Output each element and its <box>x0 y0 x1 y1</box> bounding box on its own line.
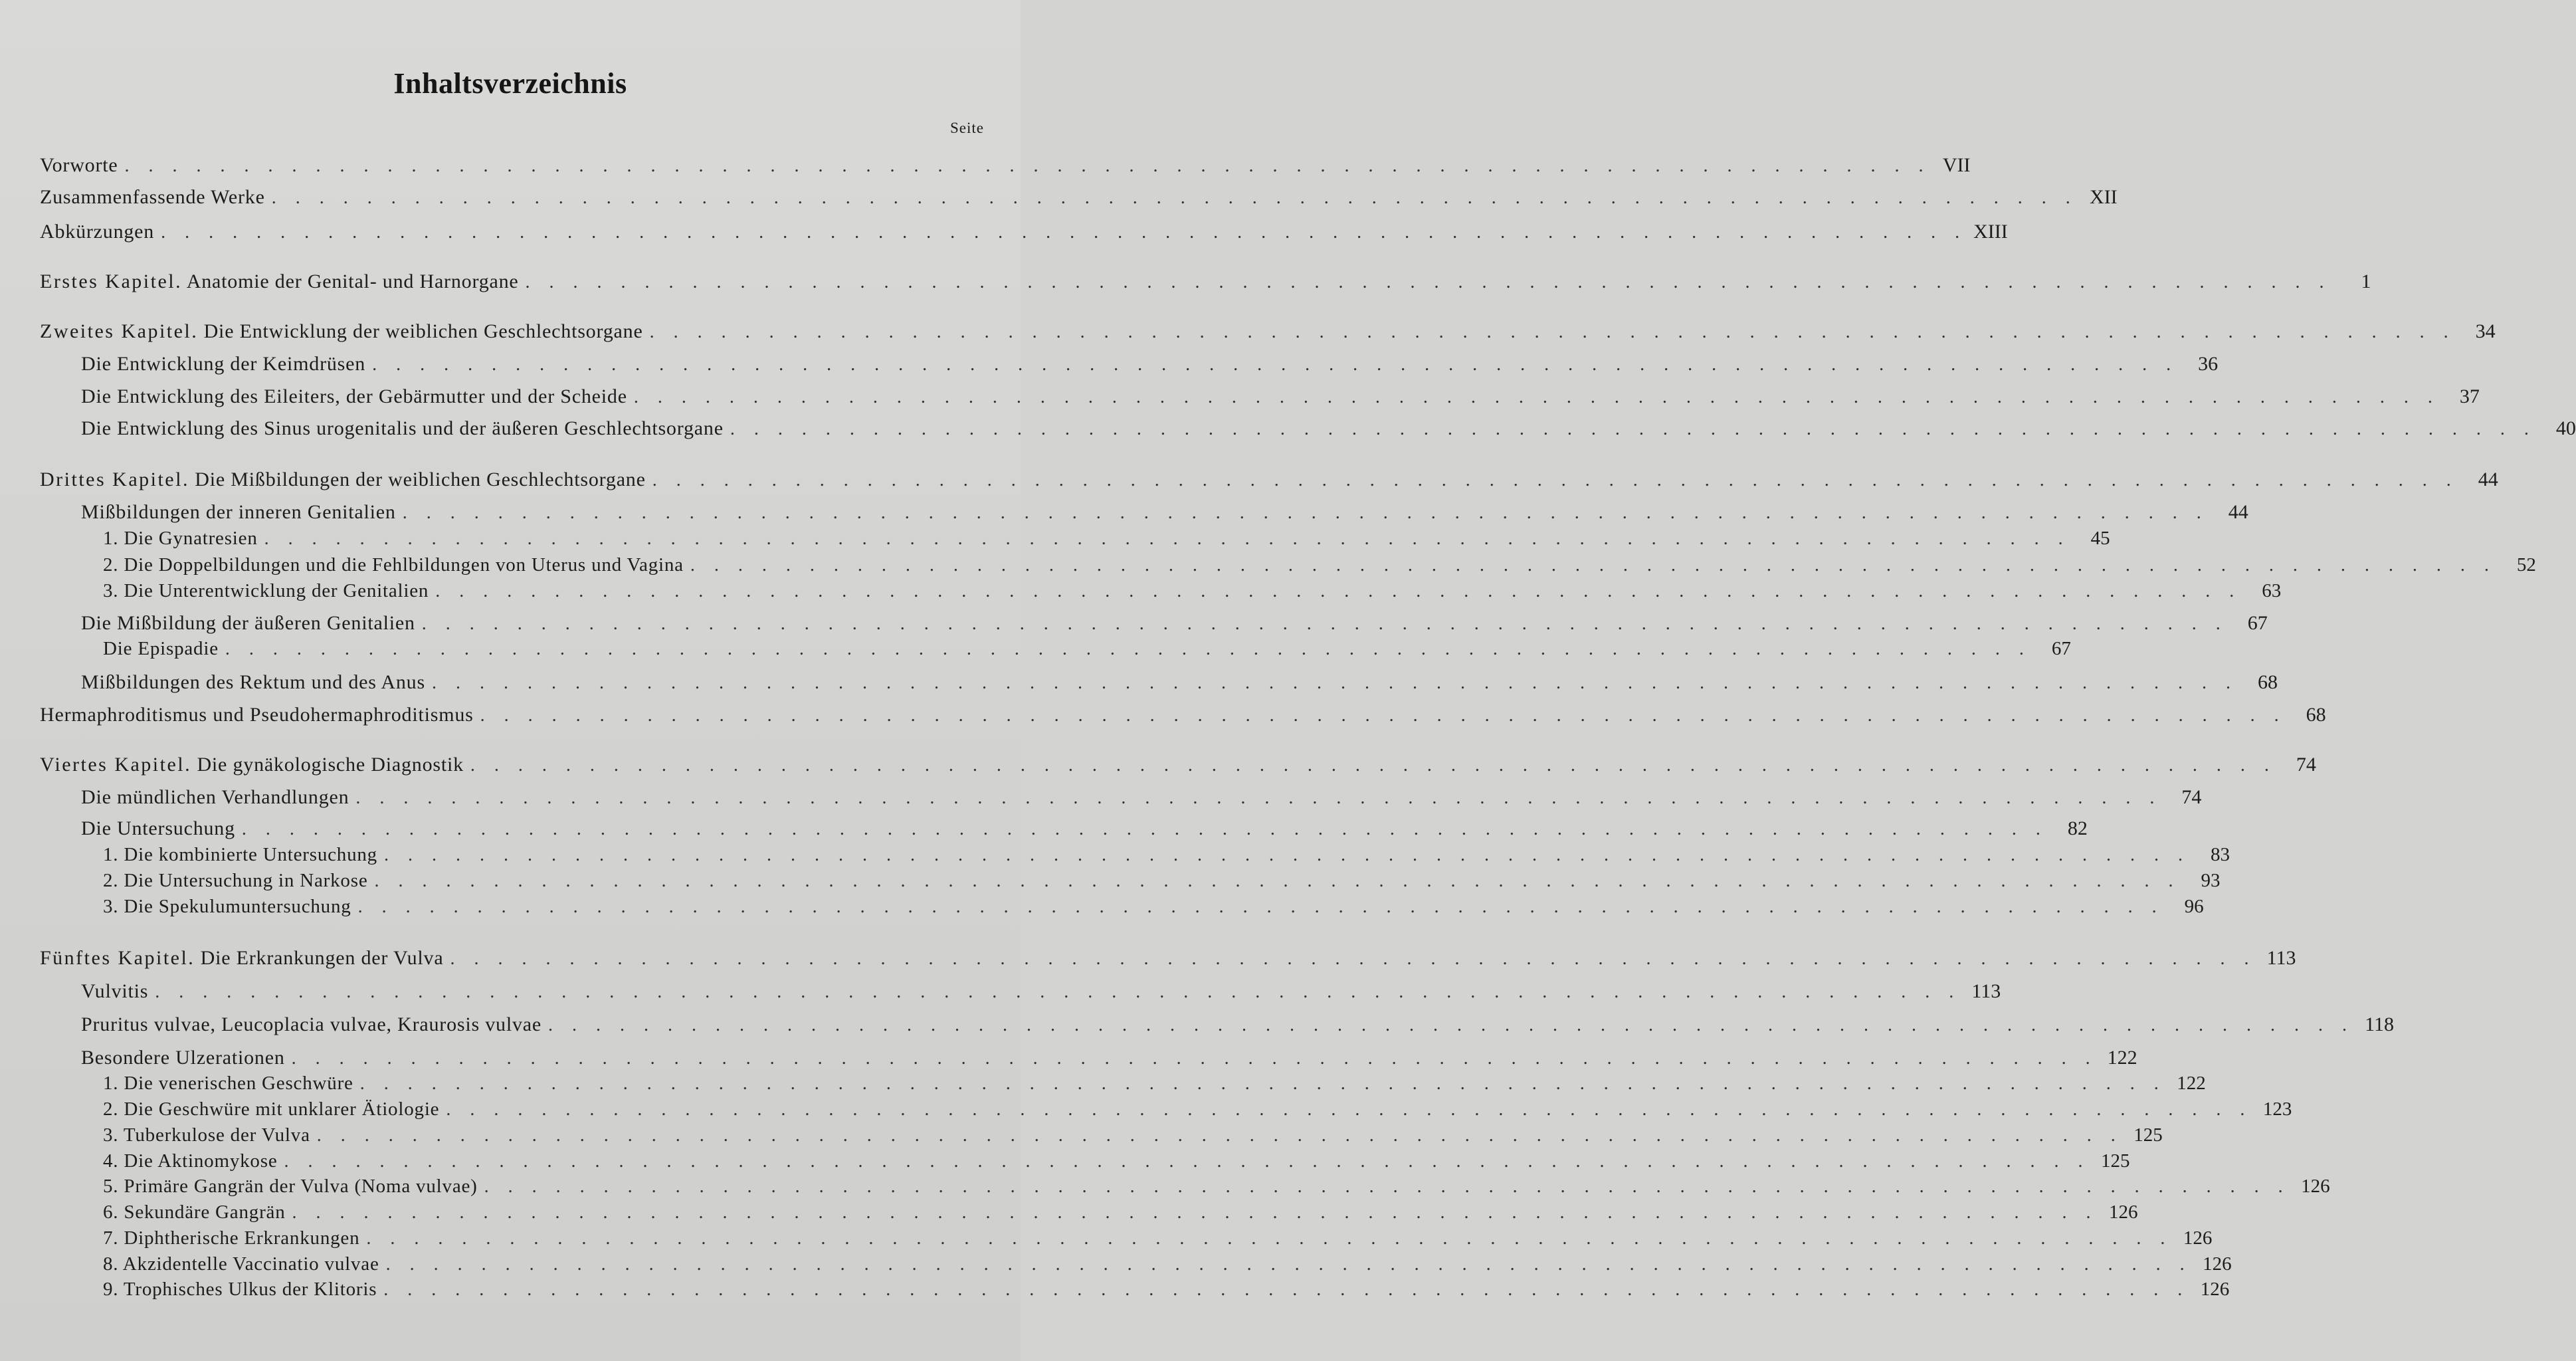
toc-entry-page-number: 67 <box>2247 612 2268 634</box>
toc-entry-text: Die Untersuchung <box>81 817 235 839</box>
toc-entry <box>0 1227 2213 1254</box>
toc-entry-text: 1. Die venerischen Geschwüre <box>103 1073 353 1094</box>
dot-leader <box>634 387 2440 408</box>
toc-entry-label <box>81 1013 542 1036</box>
toc-entry <box>0 1202 2138 1228</box>
toc-entry <box>0 221 2008 247</box>
toc-entry-label <box>103 1150 278 1172</box>
toc-entry <box>0 786 2202 813</box>
toc-entry-label <box>40 154 118 177</box>
toc-entry <box>0 638 2071 665</box>
dot-leader <box>161 222 1967 243</box>
toc-entry-label <box>103 1253 379 1275</box>
toc-entry-label <box>103 1202 286 1223</box>
toc-entry <box>0 417 2576 444</box>
toc-entry <box>0 1253 2232 1280</box>
toc-entry-text: 2. Die Doppelbildungen und die Fehlbildungen von Uterus und Vagina <box>103 554 684 576</box>
toc-entry-text: 3. Die Unterentwicklung der Genitalien <box>103 580 429 601</box>
toc-entry-text: 2. Die Geschwüre mit unklarer Ätiologie <box>103 1099 440 1120</box>
toc-entry-page-number: 1 <box>2361 270 2371 292</box>
toc-entry-page-number: 67 <box>2051 638 2071 659</box>
toc-entry-text: Die Epispadie <box>103 638 219 659</box>
toc-entry-label <box>81 501 396 524</box>
toc-entry-page-number: 126 <box>2203 1253 2232 1275</box>
toc-entry-page-number: 82 <box>2067 817 2088 839</box>
toc-entry-page-number: 125 <box>2101 1150 2130 1172</box>
toc-entry-label <box>40 704 474 726</box>
dot-leader <box>526 272 2331 293</box>
toc-entry-text: Vorworte <box>40 154 118 176</box>
toc-entry-text: Die Mißbildung der äußeren Genitalien <box>81 612 415 634</box>
toc-entry-page-number: 126 <box>2301 1176 2330 1197</box>
chapter-heading: Erstes Kapitel. <box>40 270 183 292</box>
dot-leader <box>242 819 2048 840</box>
toc-entry-text: Pruritus vulvae, Leucoplacia vulvae, Kraurosis vulvae <box>81 1013 542 1035</box>
toc-entry-page-number: 68 <box>2306 704 2326 726</box>
toc-entry-label <box>81 612 415 635</box>
dot-leader <box>358 896 2164 918</box>
dot-leader <box>372 354 2178 375</box>
toc-entry-text: Die Entwicklung des Sinus urogenitalis und der äußeren Geschlechtsorgane <box>81 417 724 439</box>
toc-entry-page-number: 68 <box>2257 671 2278 693</box>
dot-leader <box>375 871 2181 892</box>
toc-entry-label <box>103 528 258 550</box>
toc-entry-page-number: 37 <box>2459 385 2480 407</box>
dot-leader <box>366 1228 2172 1249</box>
toc-entry-label <box>81 817 235 840</box>
dot-leader <box>484 1176 2290 1198</box>
toc-entry <box>0 896 2204 922</box>
toc-entry-label <box>103 1124 310 1146</box>
toc-entry-page-number: 74 <box>2296 754 2316 776</box>
toc-entry-label <box>81 980 148 1003</box>
dot-leader <box>292 1048 2098 1069</box>
toc-entry-label <box>81 671 425 694</box>
toc-entry-page-number: 40 <box>2555 417 2576 439</box>
toc-entry <box>0 612 2268 639</box>
toc-entry-text: Mißbildungen des Rektum und des Anus <box>81 671 425 693</box>
toc-entry-text: 3. Tuberkulose der Vulva <box>103 1124 310 1146</box>
toc-entry-page-number: 74 <box>2181 786 2202 808</box>
toc-entry-label <box>103 554 684 576</box>
toc-entry-page-number: 96 <box>2184 896 2204 917</box>
toc-entry-text: 8. Akzidentelle Vaccinatio vulvae <box>103 1253 379 1275</box>
toc-entry-label <box>81 1047 285 1069</box>
page-title: Inhaltsverzeichnis <box>393 67 627 100</box>
toc-entry-page-number: 126 <box>2183 1227 2213 1249</box>
dot-leader <box>403 502 2209 524</box>
toc-entry-page-number: 125 <box>2133 1124 2163 1146</box>
toc-entry-page-number: 113 <box>2266 947 2296 969</box>
toc-entry <box>0 980 2001 1007</box>
dot-leader <box>284 1151 2090 1172</box>
toc-entry-label <box>81 353 365 375</box>
toc-entry-text: 5. Primäre Gangrän der Vulva (Noma vulvae) <box>103 1176 478 1197</box>
toc-entry <box>0 554 2536 581</box>
toc-entry-label <box>40 221 154 243</box>
toc-entry-text: Anatomie der Genital- und Harnorgane <box>186 270 519 292</box>
toc-entry <box>0 501 2248 528</box>
toc-entry-text: Hermaphroditismus und Pseudohermaphroditismus <box>40 704 474 726</box>
dot-leader <box>652 470 2458 491</box>
toc-entry-text: Mißbildungen der inneren Genitalien <box>81 501 396 523</box>
toc-entry <box>0 671 2278 698</box>
toc-entry-page-number: 122 <box>2177 1073 2206 1094</box>
toc-entry-label <box>103 1279 377 1301</box>
chapter-heading: Viertes Kapitel. <box>40 754 192 776</box>
toc-entry-text: Die Erkrankungen der Vulva <box>200 947 444 969</box>
chapter-heading: Fünftes Kapitel. <box>40 947 195 969</box>
dot-leader <box>730 419 2536 440</box>
toc-entry-text: 2. Die Untersuchung in Narkose <box>103 870 368 891</box>
dot-leader <box>650 322 2456 343</box>
toc-entry-page-number: 126 <box>2109 1202 2138 1223</box>
toc-entry-label <box>81 786 349 809</box>
toc-entry-page-number: 126 <box>2200 1279 2230 1300</box>
dot-leader <box>480 705 2286 726</box>
toc-entry-label <box>103 844 377 866</box>
toc-entry-label <box>81 417 724 440</box>
toc-entry-label <box>103 638 219 660</box>
toc-entry-text: 1. Die Gynatresien <box>103 528 258 549</box>
dot-leader <box>470 755 2276 776</box>
toc-entry-page-number: XII <box>2090 186 2118 208</box>
toc-entry-page-number: 52 <box>2516 554 2536 576</box>
dot-leader <box>690 555 2496 576</box>
toc-entry-page-number: 45 <box>2090 528 2110 549</box>
toc-entry <box>0 754 2316 780</box>
dot-leader <box>384 845 2190 866</box>
toc-entry-text: 1. Die kombinierte Untersuchung <box>103 844 377 865</box>
dot-leader <box>548 1015 2354 1036</box>
dot-leader <box>360 1073 2166 1095</box>
chapter-heading: Drittes Kapitel. <box>40 469 189 490</box>
dot-leader <box>317 1125 2123 1146</box>
toc-entry <box>0 844 2230 871</box>
toc-entry-label <box>103 1073 353 1095</box>
toc-entry <box>0 186 2118 213</box>
toc-entry-page-number: XIII <box>1973 221 2008 243</box>
toc-entry <box>0 154 1971 181</box>
toc-entry <box>0 469 2498 495</box>
toc-entry-page-number: 63 <box>2262 580 2282 601</box>
dot-leader <box>355 787 2161 809</box>
toc-entry-text: Abkürzungen <box>40 221 155 243</box>
toc-entry-text: 6. Sekundäre Gangrän <box>103 1202 286 1223</box>
dot-leader <box>225 639 2031 660</box>
toc-entry-label <box>40 320 643 343</box>
toc-entry-text: Die Entwicklung des Eileiters, der Gebärmutter und der Scheide <box>81 385 627 407</box>
toc-entry <box>0 385 2480 412</box>
toc-entry <box>0 580 2282 607</box>
toc-entry <box>0 870 2221 896</box>
toc-entry <box>0 947 2296 974</box>
dot-leader <box>155 982 1961 1003</box>
toc-entry-text: Besondere Ulzerationen <box>81 1047 285 1069</box>
toc-entry-text: Die Entwicklung der weiblichen Geschlechtsorgane <box>203 320 643 342</box>
dot-leader <box>435 581 2241 602</box>
toc-entry <box>0 817 2088 844</box>
toc-entry <box>0 1013 2395 1040</box>
toc-entry-label <box>40 754 464 776</box>
toc-entry-page-number: 44 <box>2228 501 2248 523</box>
dot-leader <box>264 528 2070 550</box>
toc-entry <box>0 1176 2330 1202</box>
toc-entry-label <box>103 1176 478 1198</box>
toc-entry <box>0 320 2496 347</box>
toc-entry-label <box>40 270 519 293</box>
toc-entry-text: 7. Diphtherische Erkrankungen <box>103 1227 360 1249</box>
dot-leader <box>432 673 2238 694</box>
toc-entry <box>0 1124 2163 1151</box>
dot-leader <box>292 1202 2098 1223</box>
toc-entry-label <box>40 947 443 970</box>
toc-entry <box>0 1073 2206 1099</box>
toc-entry-page-number: 93 <box>2201 870 2221 891</box>
toc-entry <box>0 1150 2130 1177</box>
toc-entry <box>0 704 2326 730</box>
toc-entry-label <box>40 469 646 491</box>
dot-leader <box>450 948 2256 970</box>
toc-entry-text: Die Entwicklung der Keimdrüsen <box>81 353 366 375</box>
toc-entry-page-number: 36 <box>2198 353 2219 375</box>
chapter-heading: Zweites Kapitel. <box>40 320 199 342</box>
toc-entry <box>0 1099 2292 1125</box>
toc-entry-text: Die Mißbildungen der weiblichen Geschlechtsorgane <box>195 469 646 490</box>
toc-entry-page-number: 83 <box>2211 844 2230 865</box>
toc-entry-text: 4. Die Aktinomykose <box>103 1150 278 1172</box>
toc-entry-label <box>103 1227 359 1249</box>
toc-entry-label <box>81 385 627 408</box>
dot-leader <box>446 1099 2252 1120</box>
toc-entry-page-number: 113 <box>1971 980 2001 1002</box>
toc-entry-page-number: 118 <box>2365 1013 2395 1035</box>
toc-entry-label <box>103 896 351 918</box>
toc-entry-page-number: 123 <box>2262 1099 2292 1120</box>
toc-entry <box>0 270 2371 297</box>
toc-entry-page-number: 44 <box>2478 469 2498 490</box>
toc-entry-label <box>103 580 429 602</box>
dot-leader <box>422 613 2228 635</box>
dot-leader <box>125 156 1931 177</box>
toc-entry-text: Zusammenfassende Werke <box>40 186 265 208</box>
dot-leader <box>383 1279 2189 1301</box>
toc-entry-page-number: VII <box>1942 154 1971 176</box>
toc-entry-page-number: 122 <box>2107 1047 2137 1069</box>
toc-entry-text: 3. Die Spekulumuntersuchung <box>103 896 351 917</box>
toc-entry <box>0 528 2110 554</box>
toc-entry-text: Die gynäkologische Diagnostik <box>197 754 464 776</box>
toc-entry-label <box>103 1099 439 1120</box>
toc-entry-text: 9. Trophisches Ulkus der Klitoris <box>103 1279 377 1300</box>
toc-entry-text: Die mündlichen Verhandlungen <box>81 786 349 808</box>
toc-entry <box>0 353 2219 379</box>
dot-leader <box>272 187 2078 209</box>
toc-entry <box>0 1047 2137 1073</box>
toc-entry-label <box>103 870 368 892</box>
page-column-header: Seite <box>950 120 984 136</box>
toc-entry <box>0 1279 2230 1305</box>
dot-leader <box>386 1254 2192 1275</box>
toc-entry-text: Vulvitis <box>81 980 149 1002</box>
toc-entry-page-number: 34 <box>2475 320 2496 342</box>
toc-entry-label <box>40 186 265 209</box>
